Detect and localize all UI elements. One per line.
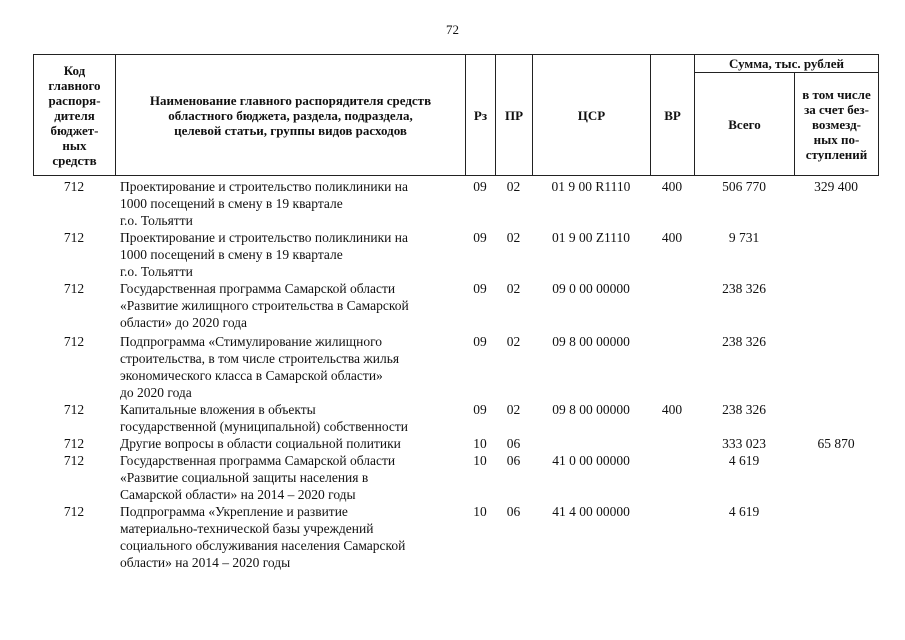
row-name-line: области» на 2014 – 2020 годы bbox=[120, 555, 291, 570]
table-row bbox=[33, 435, 878, 452]
row-code: 712 bbox=[63, 402, 85, 417]
header-name-line: областного бюджета, раздела, подраздела, bbox=[168, 107, 413, 123]
row-csr: 09 8 00 00000 bbox=[552, 334, 630, 349]
row-name bbox=[120, 401, 465, 435]
row-vr: 400 bbox=[661, 402, 683, 417]
row-code: 712 bbox=[63, 230, 85, 245]
row-csr: 41 0 00 00000 bbox=[552, 453, 630, 468]
row-name-line: материально-технической базы учреждений bbox=[120, 521, 374, 536]
row-name bbox=[120, 178, 465, 229]
row-pr: 02 bbox=[506, 402, 521, 417]
row-csr: 41 4 00 00000 bbox=[552, 504, 630, 519]
row-rz: 09 bbox=[473, 334, 487, 349]
row-name-line: Государственная программа Самарской области bbox=[120, 453, 396, 468]
row-rz: 09 bbox=[473, 402, 487, 417]
row-pr: 02 bbox=[506, 334, 521, 349]
header-sum: Сумма, тыс. рублей bbox=[695, 55, 879, 73]
row-rz: 10 bbox=[473, 453, 487, 468]
row-pr: 02 bbox=[506, 179, 521, 194]
header-name-line: Наименование главного распорядителя средств bbox=[149, 92, 432, 108]
row-total: 333 023 bbox=[722, 436, 766, 451]
row-name-line: Самарской области» на 2014 – 2020 годы bbox=[120, 487, 356, 502]
header-total: Всего bbox=[695, 73, 795, 176]
row-name-line: «Развитие социальной защиты населения в bbox=[120, 470, 369, 485]
row-code: 712 bbox=[63, 436, 85, 451]
row-name-line: 1000 посещений в смену в 19 квартале bbox=[120, 247, 343, 262]
header-code-line: дителя bbox=[54, 107, 95, 123]
header-rz: Рз bbox=[466, 55, 496, 176]
header-code-line: средств bbox=[52, 152, 97, 168]
header-free-line: в том числе bbox=[802, 86, 871, 102]
row-csr: 01 9 00 R1110 bbox=[551, 179, 631, 194]
row-name-line: Государственная программа Самарской области bbox=[120, 281, 396, 296]
header-free bbox=[795, 73, 879, 176]
row-name-line: до 2020 года bbox=[120, 385, 192, 400]
row-vr: 400 bbox=[661, 179, 683, 194]
row-pr: 02 bbox=[506, 230, 521, 245]
header-name bbox=[116, 55, 466, 176]
row-name bbox=[120, 280, 465, 331]
row-name-line: Подпрограмма «Стимулирование жилищного bbox=[120, 334, 383, 349]
row-name-line: Капитальные вложения в объекты bbox=[120, 402, 316, 417]
row-pr: 06 bbox=[506, 504, 521, 519]
row-total: 4 619 bbox=[728, 453, 760, 468]
row-name bbox=[120, 333, 465, 401]
table-row bbox=[33, 280, 878, 333]
row-name-line: Подпрограмма «Укрепление и развитие bbox=[120, 504, 348, 519]
row-csr: 09 0 00 00000 bbox=[552, 281, 630, 296]
row-total: 506 770 bbox=[722, 179, 766, 194]
row-name-line: Проектирование и строительство поликлиники на bbox=[120, 179, 408, 194]
row-name-line: Другие вопросы в области социальной политики bbox=[120, 436, 401, 451]
table-row bbox=[33, 401, 878, 435]
row-total: 238 326 bbox=[722, 402, 766, 417]
row-code: 712 bbox=[63, 453, 85, 468]
header-free-line: за счет без- bbox=[804, 101, 869, 117]
header-pr: ПР bbox=[496, 55, 533, 176]
row-rz: 09 bbox=[473, 230, 487, 245]
header-code-line: бюджет- bbox=[50, 122, 99, 138]
header-csr: ЦСР bbox=[533, 55, 651, 176]
header-code bbox=[34, 55, 116, 176]
header-free-line: ных по- bbox=[813, 131, 860, 147]
row-name-line: г.о. Тольятти bbox=[120, 213, 193, 228]
header-code-line: ных bbox=[62, 137, 87, 153]
row-name-line: г.о. Тольятти bbox=[120, 264, 193, 279]
row-code: 712 bbox=[63, 504, 85, 519]
row-name-line: экономического класса в Самарской области» bbox=[120, 368, 383, 383]
header-code-line: распоря- bbox=[48, 92, 101, 108]
table-row bbox=[33, 229, 878, 280]
table-row bbox=[33, 178, 878, 229]
row-name-line: строительства, в том числе строительства жилья bbox=[120, 351, 400, 366]
row-code: 712 bbox=[63, 281, 85, 296]
header-free-line: ступлений bbox=[805, 146, 868, 162]
header-name-line: целевой статьи, группы видов расходов bbox=[174, 122, 407, 138]
row-free: 329 400 bbox=[814, 179, 858, 194]
row-name bbox=[120, 503, 465, 571]
header-code-line: Код bbox=[63, 62, 86, 78]
row-name-line: государственной (муниципальной) собственности bbox=[120, 419, 409, 434]
row-name bbox=[120, 452, 465, 503]
table-header bbox=[33, 54, 879, 176]
header-free-line: возмезд- bbox=[812, 116, 861, 132]
row-vr: 400 bbox=[661, 230, 683, 245]
row-total: 4 619 bbox=[728, 504, 760, 519]
row-rz: 10 bbox=[473, 436, 487, 451]
header-code-line: главного bbox=[48, 77, 101, 93]
row-total: 9 731 bbox=[728, 230, 760, 245]
row-name-line: 1000 посещений в смену в 19 квартале bbox=[120, 196, 343, 211]
row-csr: 01 9 00 Z1110 bbox=[551, 230, 631, 245]
row-total: 238 326 bbox=[722, 281, 766, 296]
row-name-line: Проектирование и строительство поликлиники на bbox=[120, 230, 408, 245]
table-body bbox=[33, 178, 878, 571]
row-rz: 09 bbox=[473, 179, 487, 194]
row-pr: 02 bbox=[506, 281, 521, 296]
row-name-line: области» до 2020 года bbox=[120, 315, 248, 330]
row-pr: 06 bbox=[506, 453, 521, 468]
page-number: 72 bbox=[446, 22, 459, 37]
row-free: 65 870 bbox=[817, 436, 855, 451]
row-pr: 06 bbox=[506, 436, 521, 451]
row-name bbox=[120, 229, 465, 280]
row-rz: 10 bbox=[473, 504, 487, 519]
row-code: 712 bbox=[63, 334, 85, 349]
row-csr: 09 8 00 00000 bbox=[552, 402, 630, 417]
table-row bbox=[33, 452, 878, 503]
row-name-line: «Развитие жилищного строительства в Самарской bbox=[120, 298, 409, 313]
header-vr: ВР bbox=[651, 55, 695, 176]
table-row bbox=[33, 333, 878, 401]
row-rz: 09 bbox=[473, 281, 487, 296]
row-total: 238 326 bbox=[722, 334, 766, 349]
row-name-line: социального обслуживания населения Самарской bbox=[120, 538, 406, 553]
row-code: 712 bbox=[63, 179, 85, 194]
row-name bbox=[120, 435, 465, 452]
table-row bbox=[33, 503, 878, 571]
